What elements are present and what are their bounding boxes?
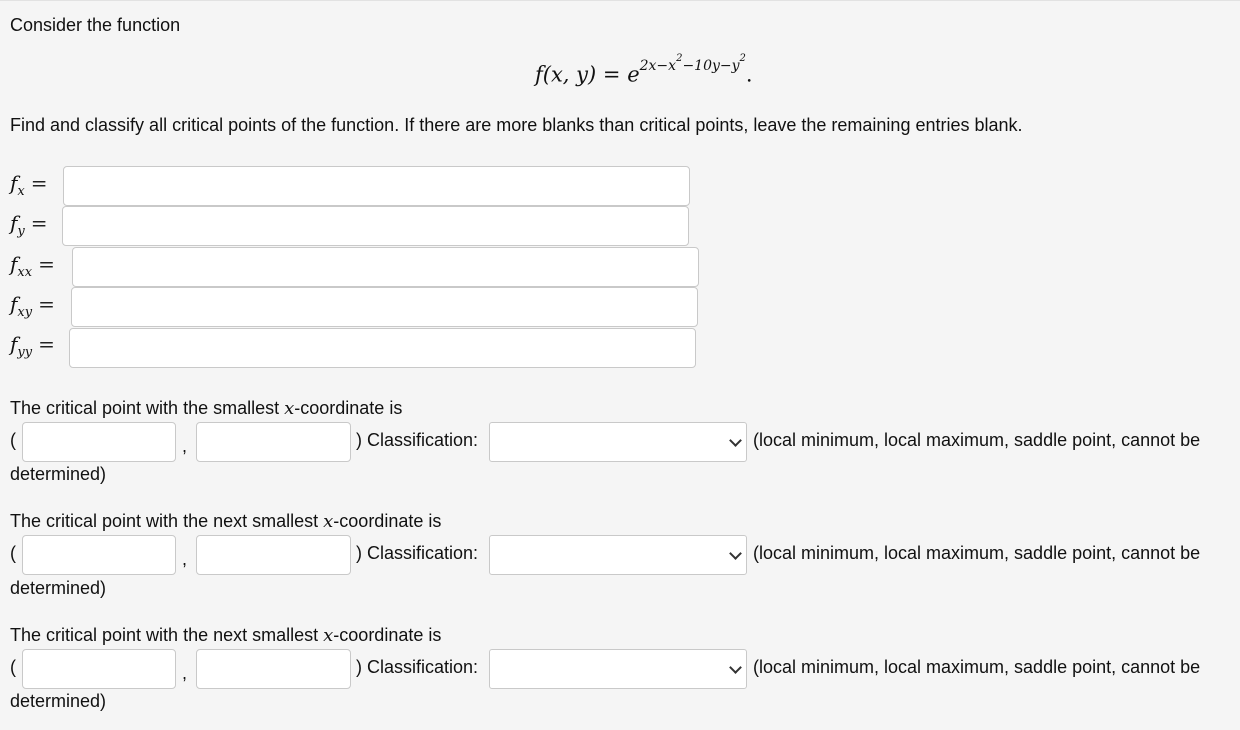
fyy-label: $f_{yy}$ = bbox=[10, 332, 55, 360]
cp3-comma: , bbox=[182, 663, 188, 683]
cp1-x-input[interactable] bbox=[22, 422, 176, 462]
cp2-options-hint-cont: determined) bbox=[10, 578, 107, 598]
fxx-label: $f_{xx}$ = bbox=[10, 252, 55, 280]
cp2-prompt: The critical point with the next smallest x-coordinate is bbox=[10, 511, 442, 532]
cp3-open-paren: ( bbox=[10, 657, 16, 677]
cp2-classification-label: ) Classification: bbox=[356, 543, 479, 563]
cp1-prompt: The critical point with the smallest x-coordinate is bbox=[10, 398, 403, 419]
cp3-y-input[interactable] bbox=[196, 649, 351, 689]
function-formula: f(x, $y) = e^{2x-x^2-10y-y^2}$. bbox=[535, 53, 753, 87]
cp1-y-input[interactable] bbox=[196, 422, 351, 462]
intro-text: Consider the function bbox=[10, 15, 181, 35]
cp1-classification-select[interactable] bbox=[489, 422, 747, 462]
chevron-down-icon bbox=[729, 661, 742, 674]
fyy-input[interactable] bbox=[69, 328, 696, 368]
chevron-down-icon bbox=[729, 547, 742, 560]
cp1-options-hint-cont: determined) bbox=[10, 464, 107, 484]
cp2-y-input[interactable] bbox=[196, 535, 351, 575]
cp1-open-paren: ( bbox=[10, 430, 16, 450]
cp1-classification-label: ) Classification: bbox=[356, 430, 479, 450]
cp3-prompt: The critical point with the next smallest x-coordinate is bbox=[10, 625, 442, 646]
cp3-options-hint: (local minimum, local maximum, saddle point, cannot be bbox=[753, 657, 1201, 677]
cp3-classification-select[interactable] bbox=[489, 649, 747, 689]
cp1-comma: , bbox=[182, 436, 188, 456]
cp2-comma: , bbox=[182, 549, 188, 569]
fxy-input[interactable] bbox=[71, 287, 698, 327]
fy-input[interactable] bbox=[62, 206, 689, 246]
cp2-classification-select[interactable] bbox=[489, 535, 747, 575]
cp3-x-input[interactable] bbox=[22, 649, 176, 689]
cp2-x-input[interactable] bbox=[22, 535, 176, 575]
cp2-options-hint: (local minimum, local maximum, saddle point, cannot be bbox=[753, 543, 1201, 563]
fx-input[interactable] bbox=[63, 166, 690, 206]
chevron-down-icon bbox=[729, 434, 742, 447]
top-divider bbox=[0, 0, 1240, 1]
cp3-options-hint-cont: determined) bbox=[10, 691, 107, 711]
cp3-classification-label: ) Classification: bbox=[356, 657, 479, 677]
fxy-label: $f_{xy}$ = bbox=[10, 292, 55, 320]
cp1-options-hint: (local minimum, local maximum, saddle point, cannot be bbox=[753, 430, 1201, 450]
fxx-input[interactable] bbox=[72, 247, 699, 287]
instructions-text: Find and classify all critical points of the function. If there are more blanks than critical points, leave the remaining entries blank. bbox=[10, 115, 1023, 135]
fy-label: $f_y$ = bbox=[10, 211, 48, 239]
cp2-open-paren: ( bbox=[10, 543, 16, 563]
fx-label: $f_x$ = bbox=[10, 171, 48, 199]
